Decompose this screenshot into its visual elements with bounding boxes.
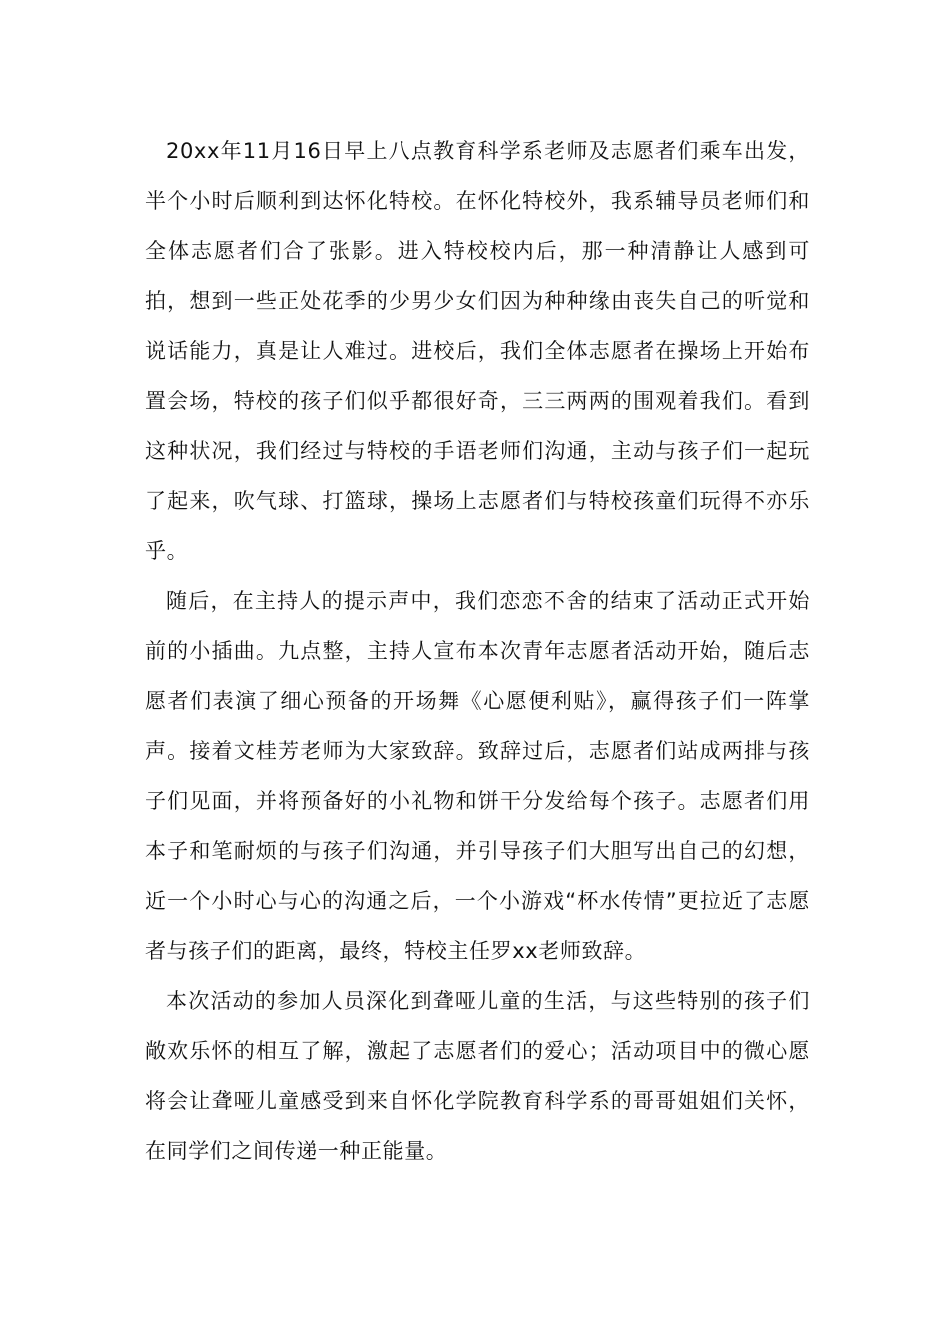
- paragraph-2: 随后，在主持人的提示声中，我们恋恋不舍的结束了活动正式开始前的小插曲。九点整，主持人宣布本次青年志愿者活动开始，随后志愿者们表演了细心预备的开场舞《心愿便利贴》，赢得孩子们一阵掌声。接着文桂芳老师为大家致辞。致辞过后，志愿者们站成两排与孩子们见面，并将预备好的小礼物和饼干分发给每个孩子。志愿者们用本子和笔耐烦的与孩子们沟通，并引导孩子们大胆写出自己的幻想，近一个小时心与心的沟通之后，一个小游戏“杯水传情”更拉近了志愿者与孩子们的距离，最终，特校主任罗xx老师致辞。: [145, 589, 810, 963]
- paragraph-3: 本次活动的参加人员深化到聋哑儿童的生活，与这些特别的孩子们敞欢乐怀的相互了解，激起了志愿者们的爱心；活动项目中的微心愿将会让聋哑儿童感受到来自怀化学院教育科学系的哥哥姐姐们关怀，在同学们之间传递一种正能量。: [145, 989, 810, 1163]
- paragraph-1: 20xx年11月16日早上八点教育科学系老师及志愿者们乘车出发，半个小时后顺利到达怀化特校。在怀化特校外，我系辅导员老师们和全体志愿者们合了张影。进入特校校内后，那一种清静让人感到可拍，想到一些正处花季的少男少女们因为种种缘由丧失自己的听觉和说话能力，真是让人难过。进校后，我们全体志愿者在操场上开始布置会场，特校的孩子们似乎都很好奇，三三两两的围观着我们。看到这种状况，我们经过与特校的手语老师们沟通，主动与孩子们一起玩了起来，吹气球、打篮球，操场上志愿者们与特校孩童们玩得不亦乐乎。: [145, 139, 810, 563]
- document-body: [145, 126, 810, 1176]
